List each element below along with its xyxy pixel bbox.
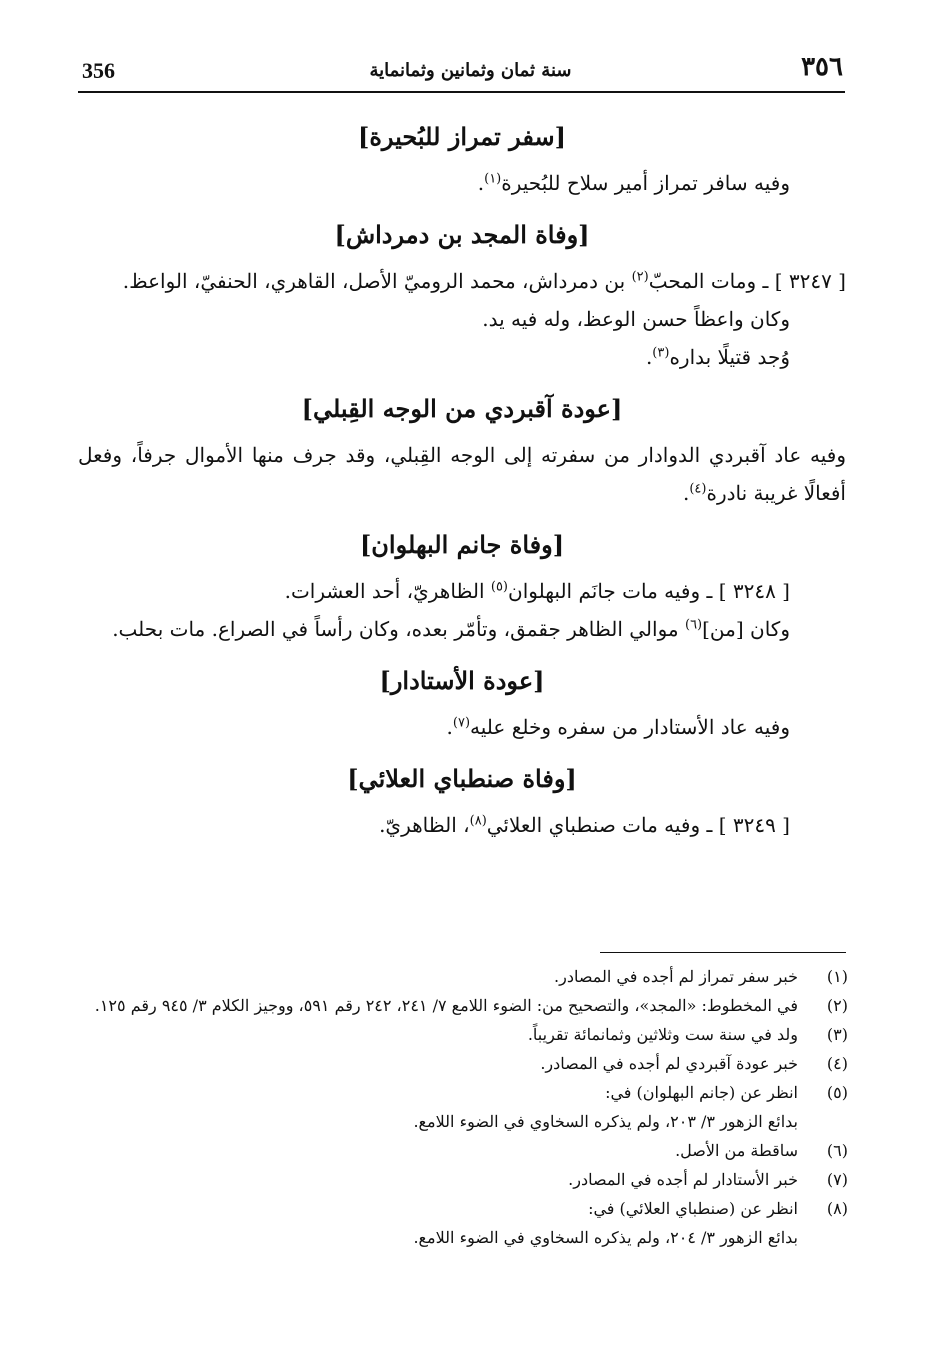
footnote-ref[interactable]: (٤) xyxy=(689,481,707,497)
page-number-arabic: ٣٥٦ xyxy=(801,52,843,82)
footnote: (٧) خبر الأستادار لم أجده في المصادر. xyxy=(78,1165,848,1194)
footnote-number: (٢) xyxy=(826,996,848,1015)
footnote-continuation: بدائع الزهور ٣/ ٢٠٣، ولم يذكره السخاوي في الضوء اللامع. xyxy=(413,1112,798,1131)
paragraph: وفيه عاد آقبردي الدوادار من سفرته إلى الوجه القِبلي، وقد جرف منها الأموال جرفاً، وفعل أفعالًا غريبة نادرة$^{(٤)}$. xyxy=(78,443,846,505)
footnote: (٤) خبر عودة آقبردي لم أجده في المصادر. xyxy=(78,1049,848,1078)
footnote-continuation: بدائع الزهور ٣/ ٢٠٤، ولم يذكره السخاوي في الضوء اللامع. xyxy=(413,1228,798,1247)
section-heading: [سفر تمراز للبُحيرة] xyxy=(357,122,567,151)
section-heading: [عودة آقبردي من الوجه القِبلي] xyxy=(301,394,623,423)
footnotes xyxy=(78,962,848,1252)
paragraph: [ ٣٢٤٩ ] ـ وفيه مات صنطباي العلائي$^{(٨)}$، الظاهريّ. xyxy=(379,813,790,837)
paragraph: [ ٣٢٤٧ ] ـ ومات المحبّ$^{(٢)}$ بن دمرداش، محمد الروميّ الأصل، القاهري، الحنفيّ، الواعظ. xyxy=(122,269,846,293)
footnote-ref[interactable]: (٧) xyxy=(452,715,471,731)
section-heading: [عودة الأستادار] xyxy=(379,666,545,695)
section-heading: [وفاة المجد بن دمرداش] xyxy=(334,220,590,249)
footnote-rule xyxy=(600,952,846,953)
footnote-number: (٤) xyxy=(826,1054,848,1073)
paragraph: وفيه سافر تمراز أمير سلاح للبُحيرة$^{(١)}$. xyxy=(477,171,790,195)
footnote-number: (١) xyxy=(826,967,848,986)
main-text xyxy=(78,104,846,844)
paragraph: وكان واعظاً حسن الوعظ، وله فيه يد. xyxy=(482,307,790,331)
footnote: (٦) ساقطة من الأصل. xyxy=(78,1136,848,1165)
footnote: (٢) في المخطوط: «المجد»، والتصحيح من: الضوء اللامع ٧/ ٢٤١، ٢٤٢ رقم ٥٩١، ووجيز الكلام ٣/ ٩٤٥ رقم ١٢٥. xyxy=(78,991,848,1020)
footnote: (١) خبر سفر تمراز لم أجده في المصادر. xyxy=(78,962,848,991)
running-title: سنة ثمان وثمانين وثمانماية xyxy=(369,60,572,81)
paragraph: [ ٣٢٤٨ ] ـ وفيه مات جانَم البهلوان$^{(٥)}$ الظاهريّ، أحد العشرات. xyxy=(284,579,790,603)
footnote-number: (٧) xyxy=(826,1170,848,1189)
footnote-ref[interactable]: (٦) xyxy=(684,617,703,633)
section-heading: [وفاة صنطباي العلائي] xyxy=(347,764,577,793)
footnote-number: (٦) xyxy=(826,1141,848,1160)
footnote-ref[interactable]: (٥) xyxy=(490,579,508,595)
page-number-latin: 356 xyxy=(82,58,115,83)
footnote-ref[interactable]: (٢) xyxy=(631,269,649,285)
footnote-ref[interactable]: (٨) xyxy=(469,813,487,829)
header-rule xyxy=(78,91,845,93)
footnote-number: (٥) xyxy=(826,1083,848,1102)
footnote-number: (٨) xyxy=(826,1199,848,1218)
paragraph: وفيه عاد الأستادار من سفره وخلع عليه$^{(٧)}$. xyxy=(446,715,790,739)
section-heading: [وفاة جانم البهلوان] xyxy=(359,530,565,559)
footnote-number: (٣) xyxy=(826,1025,848,1044)
footnote: (٥) انظر عن (جانم البهلوان) في: بدائع الزهور ٣/ ٢٠٣، ولم يذكره السخاوي في الضوء اللامع. xyxy=(78,1078,848,1136)
footnote: (٨) انظر عن (صنطباي العلائي) في: بدائع الزهور ٣/ ٢٠٤، ولم يذكره السخاوي في الضوء اللامع. xyxy=(78,1194,848,1252)
paragraph: وُجد قتيلًا بداره$^{(٣)}$. xyxy=(645,345,790,369)
footnote-ref[interactable]: (٣) xyxy=(652,345,670,361)
footnote-ref[interactable]: (١) xyxy=(484,171,502,187)
footnote: (٣) ولد في سنة ست وثلاثين وثمانمائة تقريباً. xyxy=(78,1020,848,1049)
paragraph: وكان [من]$^{(٦)}$ موالي الظاهر جقمق، وتأمّر بعده، وكان رأساً في الصراع. مات بحلب. xyxy=(112,617,790,641)
